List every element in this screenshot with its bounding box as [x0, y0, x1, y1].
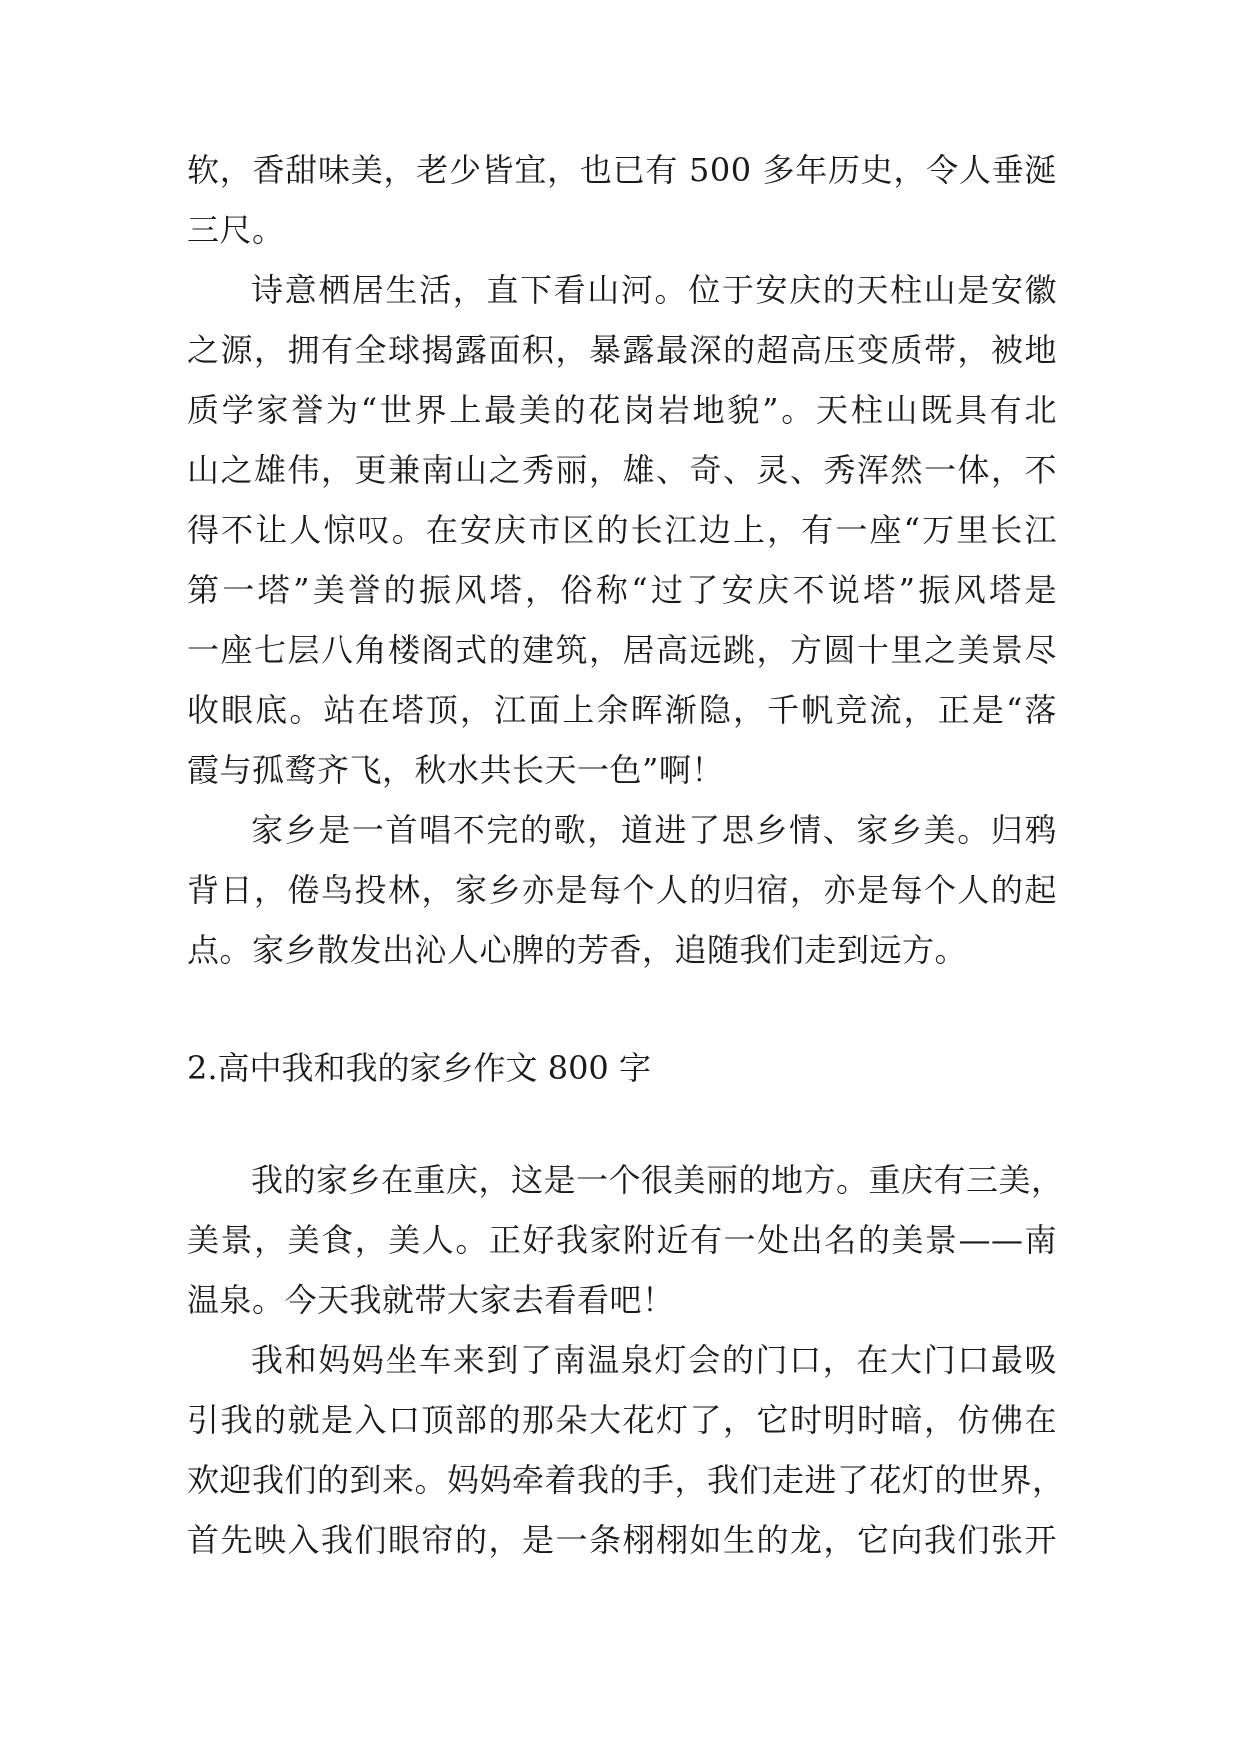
paragraph-5: [187, 1330, 1065, 1570]
text-line: 得不让人惊叹。在安庆市区的长江边上，有一座“万里长江: [187, 511, 1057, 549]
paragraph-1: [187, 140, 1057, 260]
section-heading: 2.高中我和我的家乡作文 800 字: [187, 1049, 651, 1087]
text-line: 背日，倦鸟投林，家乡亦是每个人的归宿，亦是每个人的起: [187, 871, 1057, 909]
text-line: 诗意栖居生活，直下看山河。位于安庆的天柱山是安徽: [251, 271, 1057, 309]
paragraph-4: [187, 1150, 1064, 1330]
text-line: 收眼底。站在塔顶，江面上余晖渐隐，千帆竞流，正是“落: [187, 691, 1057, 729]
text-line: 家乡是一首唱不完的歌，道进了思乡情、家乡美。归鸦: [251, 811, 1057, 849]
text-line: 点。家乡散发出沁人心脾的芳香，追随我们走到远方。: [187, 931, 968, 969]
text-line: 引我的就是入口顶部的那朵大花灯了，它时明时暗，仿佛在: [187, 1401, 1057, 1439]
text-line: 美景，美食，美人。正好我家附近有一处出名的美景——南: [187, 1221, 1057, 1259]
text-line: 霞与孤鹜齐飞，秋水共长天一色”啊！: [187, 751, 724, 789]
text-line: 之源，拥有全球揭露面积，暴露最深的超高压变质带，被地: [187, 331, 1057, 369]
text-line: 山之雄伟，更兼南山之秀丽，雄、奇、灵、秀浑然一体，不: [187, 451, 1057, 489]
text-line: 质学家誉为“世界上最美的花岗岩地貌”。天柱山既具有北: [187, 391, 1057, 429]
document-page: [187, 140, 1065, 1570]
text-line: 温泉。今天我就带大家去看看吧！: [187, 1281, 675, 1319]
text-line: 软，香甜味美，老少皆宜，也已有 500 多年历史，令人垂涎: [187, 151, 1057, 189]
text-line: 我和妈妈坐车来到了南温泉灯会的门口，在大门口最吸: [251, 1341, 1057, 1379]
paragraph-3: [187, 800, 1057, 980]
text-line: 第一塔”美誉的振风塔，俗称“过了安庆不说塔”振风塔是: [187, 571, 1057, 609]
paragraph-2: [187, 260, 1057, 800]
text-line: 三尺。: [187, 211, 285, 249]
text-line: 一座七层八角楼阁式的建筑，居高远跳，方圆十里之美景尽: [187, 631, 1057, 669]
section-heading-block: [187, 980, 1057, 1150]
text-line: 我的家乡在重庆，这是一个很美丽的地方。重庆有三美，: [251, 1161, 1064, 1199]
text-line: 欢迎我们的到来。妈妈牵着我的手，我们走进了花灯的世界，: [187, 1461, 1065, 1499]
text-line: 首先映入我们眼帘的，是一条栩栩如生的龙，它向我们张开: [187, 1521, 1057, 1559]
